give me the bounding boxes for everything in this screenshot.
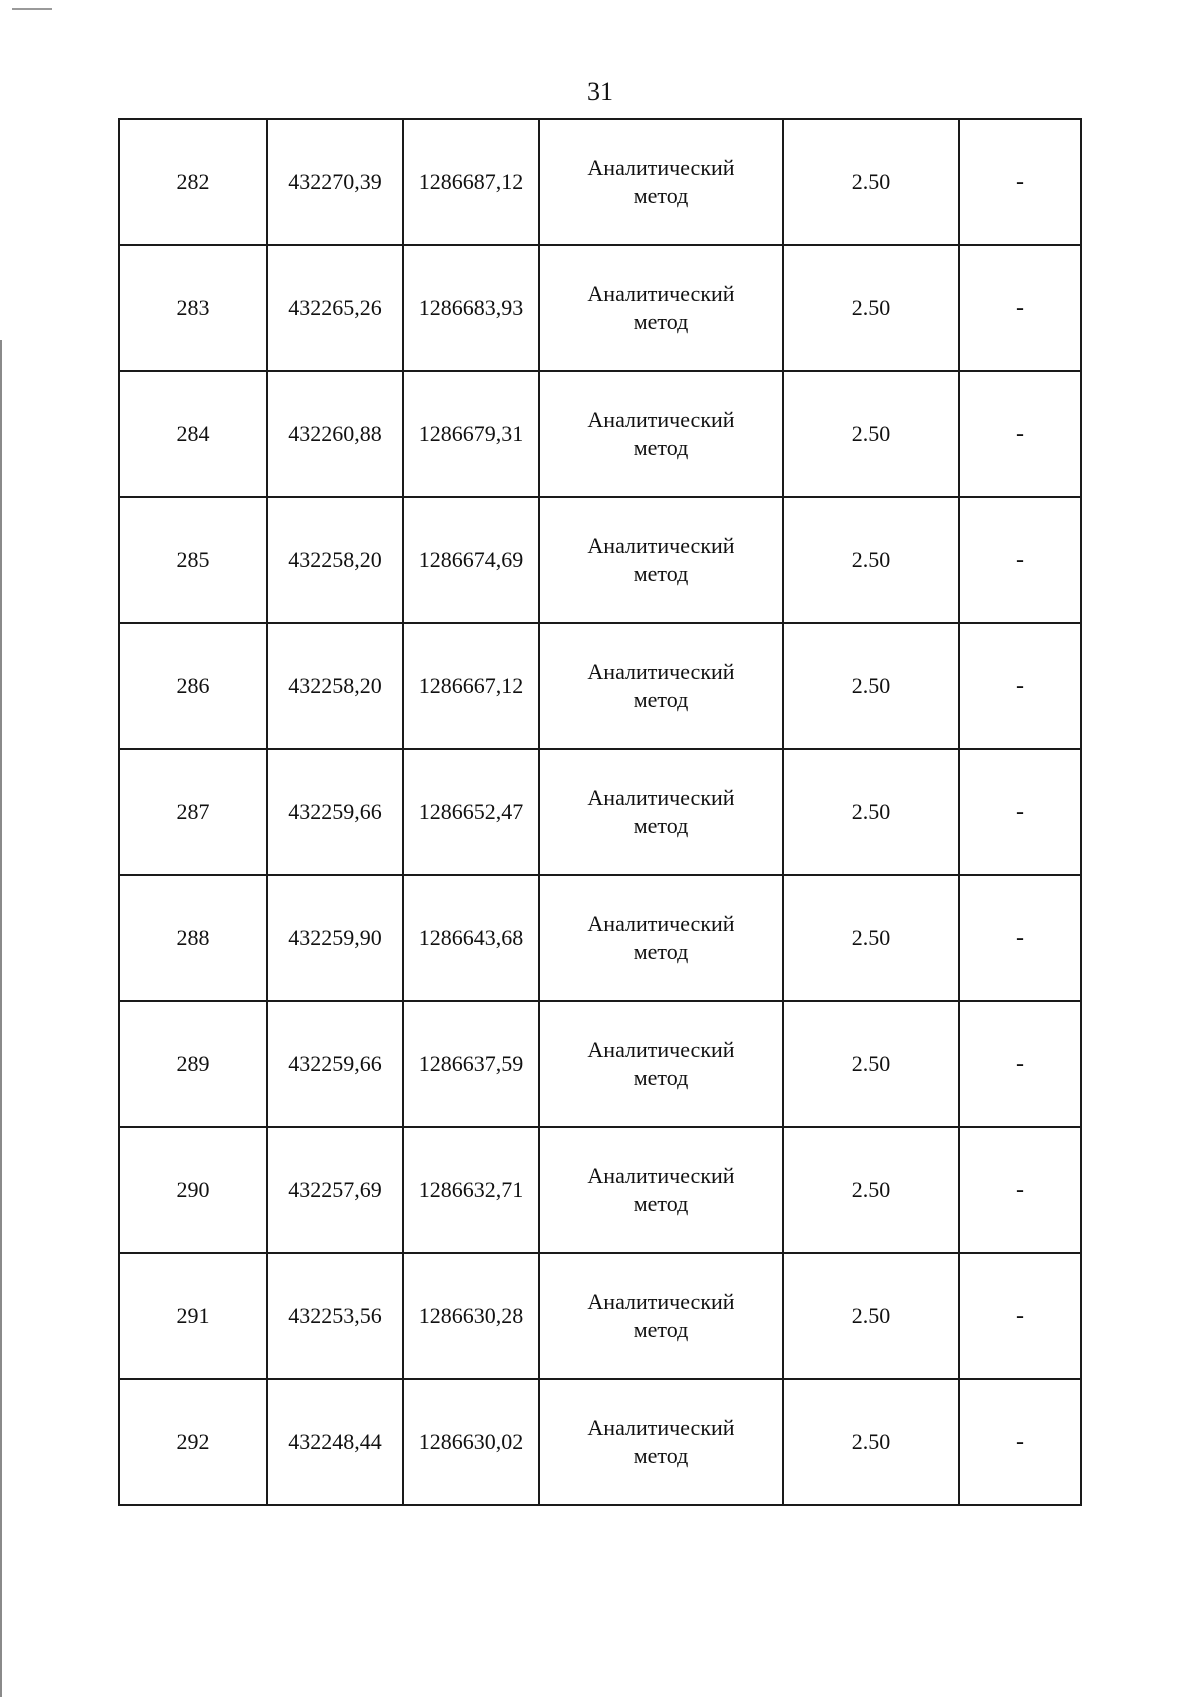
point-number-cell: 285 [119, 497, 267, 623]
point-number-cell: 289 [119, 1001, 267, 1127]
method-line-1: Аналитический [587, 785, 735, 810]
accuracy-value-cell: 2.50 [783, 371, 959, 497]
x-coordinate-cell: 432258,20 [267, 497, 403, 623]
accuracy-value-cell: 2.50 [783, 875, 959, 1001]
y-coordinate-cell: 1286643,68 [403, 875, 539, 1001]
table-row [119, 1253, 1081, 1379]
method-cell [539, 1379, 783, 1505]
method-line-1: Аналитический [587, 1289, 735, 1314]
method-cell [539, 119, 783, 245]
y-coordinate-cell: 1286652,47 [403, 749, 539, 875]
description-cell: - [959, 1001, 1081, 1127]
point-number-cell: 284 [119, 371, 267, 497]
method-line-2: метод [633, 183, 689, 208]
accuracy-value-cell: 2.50 [783, 245, 959, 371]
table-row [119, 1379, 1081, 1505]
method-line-2: метод [633, 1317, 689, 1342]
coordinates-table [118, 118, 1082, 1506]
method-line-1: Аналитический [587, 1163, 735, 1188]
description-cell: - [959, 1127, 1081, 1253]
method-line-1: Аналитический [587, 1037, 735, 1062]
description-cell: - [959, 497, 1081, 623]
method-line-2: метод [633, 435, 689, 460]
x-coordinate-cell: 432270,39 [267, 119, 403, 245]
y-coordinate-cell: 1286674,69 [403, 497, 539, 623]
x-coordinate-cell: 432259,66 [267, 1001, 403, 1127]
y-coordinate-cell: 1286630,02 [403, 1379, 539, 1505]
x-coordinate-cell: 432258,20 [267, 623, 403, 749]
method-line-2: метод [633, 687, 689, 712]
description-cell: - [959, 245, 1081, 371]
method-line-2: метод [633, 939, 689, 964]
x-coordinate-cell: 432259,66 [267, 749, 403, 875]
scan-artifact [12, 8, 52, 10]
scan-edge-line [0, 340, 2, 1697]
point-number-cell: 282 [119, 119, 267, 245]
method-line-2: метод [633, 561, 689, 586]
accuracy-value-cell: 2.50 [783, 749, 959, 875]
table-row [119, 497, 1081, 623]
point-number-cell: 291 [119, 1253, 267, 1379]
accuracy-value-cell: 2.50 [783, 497, 959, 623]
table-row [119, 623, 1081, 749]
table-row [119, 119, 1081, 245]
table-row [119, 749, 1081, 875]
y-coordinate-cell: 1286679,31 [403, 371, 539, 497]
method-cell [539, 497, 783, 623]
method-cell [539, 1253, 783, 1379]
y-coordinate-cell: 1286683,93 [403, 245, 539, 371]
method-line-1: Аналитический [587, 281, 735, 306]
table-row [119, 245, 1081, 371]
y-coordinate-cell: 1286637,59 [403, 1001, 539, 1127]
x-coordinate-cell: 432259,90 [267, 875, 403, 1001]
method-line-2: метод [633, 1443, 689, 1468]
x-coordinate-cell: 432260,88 [267, 371, 403, 497]
table-row [119, 371, 1081, 497]
point-number-cell: 292 [119, 1379, 267, 1505]
table-row [119, 1001, 1081, 1127]
x-coordinate-cell: 432257,69 [267, 1127, 403, 1253]
method-cell [539, 875, 783, 1001]
method-line-1: Аналитический [587, 533, 735, 558]
point-number-cell: 290 [119, 1127, 267, 1253]
method-line-1: Аналитический [587, 155, 735, 180]
x-coordinate-cell: 432248,44 [267, 1379, 403, 1505]
table-row [119, 1127, 1081, 1253]
table-row [119, 875, 1081, 1001]
method-cell [539, 623, 783, 749]
description-cell: - [959, 1379, 1081, 1505]
x-coordinate-cell: 432265,26 [267, 245, 403, 371]
y-coordinate-cell: 1286632,71 [403, 1127, 539, 1253]
method-line-2: метод [633, 1191, 689, 1216]
accuracy-value-cell: 2.50 [783, 1253, 959, 1379]
point-number-cell: 283 [119, 245, 267, 371]
method-cell [539, 371, 783, 497]
method-line-2: метод [633, 1065, 689, 1090]
description-cell: - [959, 119, 1081, 245]
description-cell: - [959, 749, 1081, 875]
y-coordinate-cell: 1286667,12 [403, 623, 539, 749]
description-cell: - [959, 623, 1081, 749]
point-number-cell: 288 [119, 875, 267, 1001]
method-cell [539, 1127, 783, 1253]
method-cell [539, 1001, 783, 1127]
method-line-1: Аналитический [587, 1415, 735, 1440]
accuracy-value-cell: 2.50 [783, 1001, 959, 1127]
method-line-1: Аналитический [587, 407, 735, 432]
point-number-cell: 286 [119, 623, 267, 749]
method-line-1: Аналитический [587, 911, 735, 936]
point-number-cell: 287 [119, 749, 267, 875]
method-cell [539, 749, 783, 875]
accuracy-value-cell: 2.50 [783, 1127, 959, 1253]
accuracy-value-cell: 2.50 [783, 1379, 959, 1505]
accuracy-value-cell: 2.50 [783, 623, 959, 749]
x-coordinate-cell: 432253,56 [267, 1253, 403, 1379]
description-cell: - [959, 1253, 1081, 1379]
method-line-2: метод [633, 309, 689, 334]
method-cell [539, 245, 783, 371]
y-coordinate-cell: 1286687,12 [403, 119, 539, 245]
method-line-1: Аналитический [587, 659, 735, 684]
table-body [119, 119, 1081, 1505]
description-cell: - [959, 371, 1081, 497]
accuracy-value-cell: 2.50 [783, 119, 959, 245]
y-coordinate-cell: 1286630,28 [403, 1253, 539, 1379]
page-number: 31 [587, 77, 613, 106]
method-line-2: метод [633, 813, 689, 838]
description-cell: - [959, 875, 1081, 1001]
